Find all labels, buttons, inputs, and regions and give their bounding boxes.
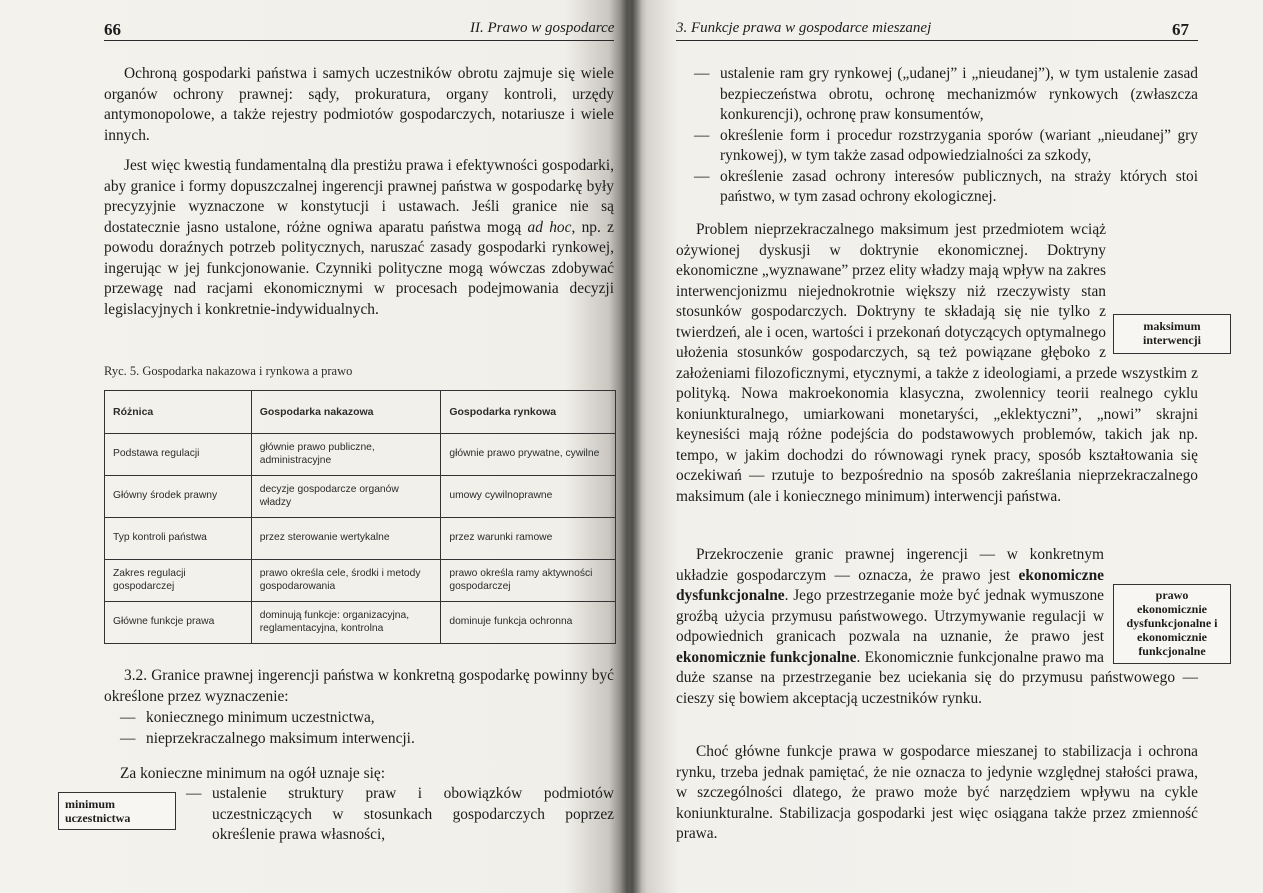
table-header-cell: Gospodarka nakazowa <box>251 391 441 434</box>
list-item: — koniecznego minimum uczestnictwa, <box>120 709 375 726</box>
table-cell: dominuje funkcja ochronna <box>441 602 616 644</box>
table-cell: Główny środek prawny <box>105 476 252 518</box>
left-paragraph-4: Za konieczne minimum na ogół uznaje się: <box>120 765 385 782</box>
table-cell: dominują funkcje: organizacyjna, reglamentacyjna, kontrolna <box>251 602 441 644</box>
list-item: — ustalenie struktury praw i obowiązków podmiotów uczestniczących w stosunkach gospodarczych poprzez określenie prawa własności, <box>186 785 614 843</box>
left-list-2 <box>186 784 614 846</box>
table-cell: decyzje gospodarcze organów władzy <box>251 476 441 518</box>
right-header-rule <box>676 40 1198 41</box>
table-cell: Typ kontroli państwa <box>105 518 252 560</box>
margin-note-minimum: minimum uczestnictwa <box>58 792 176 830</box>
table-cell: głównie prawo publiczne, administracyjne <box>251 434 441 476</box>
right-paragraph-3: Choć główne funkcje prawa w gospodarce mieszanej to stabilizacja i ochrona rynku, trzeba jednak pamiętać, że nie oznacza to jedynie względnej stałości prawa, w szczególności dlatego, że prawo może być narzędziem wpływu na cykle koniunkturalne. Stabilizacja gospodarki jest więc osiągana także przez zmienność prawa. <box>676 743 1198 842</box>
right-page-number: 67 <box>1172 20 1189 39</box>
table-cell: głównie prawo prywatne, cywilne <box>441 434 616 476</box>
left-page <box>0 0 628 893</box>
left-page-number: 66 <box>104 20 121 39</box>
left-paragraph-2: Jest więc kwestią fundamentalną dla prestiżu prawa i efektywności gospodarki, aby granice i formy dopuszczalnej ingerencji prawnej państwa w gospodarkę były precyzyjnie wyznaczone w konstytucji i ustawach. Jeśli granice nie są dostatecznie jasno ustalone, różne ogniwa aparatu państwa mogą ad hoc, np. z powodu doraźnych potrzeb politycznych, naruszać zasady gospodarki rynkowej, ingerując w jej funkcjonowanie. Czynniki polityczne mogą wówczas zdobywać przewagę nad racjami ekonomicznymi w procesach podejmowania decyzji legislacyjnych i konkretnie-indywidualnych. <box>104 157 614 318</box>
left-header-rule <box>104 40 614 41</box>
table-row <box>105 518 616 560</box>
table-row <box>105 434 616 476</box>
left-running-head: II. Prawo w gospodarce <box>470 20 615 36</box>
right-running-head: 3. Funkcje prawa w gospodarce mieszanej <box>676 20 932 36</box>
margin-note-maximum: maksimum interwencji <box>1113 314 1231 354</box>
table-row <box>105 602 616 644</box>
right-page <box>628 0 1263 893</box>
figure-caption: Ryc. 5. Gospodarka nakazowa i rynkowa a prawo <box>104 364 353 378</box>
list-item: — nieprzekraczalnego maksimum interwencji. <box>120 729 415 747</box>
table-cell: prawo określa ramy aktywności gospodarczej <box>441 560 616 602</box>
table-header-cell: Gospodarka rynkowa <box>441 391 616 434</box>
right-paragraph-1: Problem nieprzekraczalnego maksimum jest przedmiotem wciąż ożywionej dyskusji w doktrynie ekonomicznej. Doktryny ekonomiczne „wyznawane” przez elity władzy mają wpływ na zakres interwencjonizmu niejednokrotnie większy niż rzeczywisty stan stosunków gospodarczych. Doktryny te składają się nie tylko z twierdzeń, ale i ocen, wartości i przekonań dotyczących optymalnego ułożenia stosunków gospodarczych, są też powiązane głęboko z założeniami filozoficznymi, etycznymi, a także z ideologiami, a przede wszystkim z polityką. Nowa makroekonomia klasyczna, zwolennicy teorii realnego cyklu koniunkturalnego, umiarkowani monetaryści, „eklektyczni”, „nowi” skrajni keynesiści mają różne podejścia do podstawowych problemów, takich jak np. tempo, w jakim dochodzi do równowagi rynek pracy, sposób kształtowania się oczekiwań — rzutuje to bezpośrednio na sposób zakreślania nieprzekraczalnego maksimum (ale i koniecznego minimum) interwencji państwa. <box>676 220 1198 507</box>
book-gutter-shadow <box>620 0 642 893</box>
table-header-row <box>105 391 616 434</box>
right-paragraph-2: Przekroczenie granic prawnej ingerencji — w konkretnym układzie gospodarczym — oznacza, że prawo jest ekonomiczne dysfunkcjonalne. Jego przestrzeganie może być jednak wymuszone groźbą użycia przymusu państwowego. Utrzymywanie regulacji w odpowiednich granicach pozwala na uznanie, że prawo jest ekonomicznie funkcjonalne. Ekonomicznie funkcjonalne prawo ma duże szanse na przestrzeganie bez uciekania się do przymusu państwowego — cieszy się bowiem akceptacją uczestników rynku. <box>676 545 1198 709</box>
table-cell: przez warunki ramowe <box>441 518 616 560</box>
table-cell: umowy cywilnoprawne <box>441 476 616 518</box>
table-cell: prawo określa cele, środki i metody gospodarowania <box>251 560 441 602</box>
table-row <box>105 560 616 602</box>
margin-note-functional: prawo ekonomicznie dysfunkcjonalne i ekonomicznie funkcjonalne <box>1113 584 1231 664</box>
comparison-table <box>104 390 616 644</box>
table-row <box>105 476 616 518</box>
left-paragraph-3: 3.2. Granice prawnej ingerencji państwa w konkretną gospodarkę powinny być określone przez wyznaczenie: <box>104 667 614 705</box>
table-cell: Zakres regulacji gospodarczej <box>105 560 252 602</box>
right-list <box>694 64 1198 208</box>
left-paragraph-1: Ochroną gospodarki państwa i samych uczestników obrotu zajmuje się wiele organów ochrony prawnej: sądy, prokuratura, organy kontroli, urzędy antymonopolowe, a także rejestry podmiotów gospodarczych, notariusze i wiele innych. <box>104 65 614 144</box>
table-cell: Główne funkcje prawa <box>105 602 252 644</box>
list-item: — ustalenie ram gry rynkowej („udanej” i „nieudanej”), w tym ustalenie zasad bezpieczeństwa obrotu, ochronę mechanizmów rynkowych (zwłaszcza konkurencji), ochronę praw konsumentów, <box>694 65 1198 123</box>
left-list-1 <box>120 708 614 749</box>
list-item: — określenie zasad ochrony interesów publicznych, na straży których stoi państwo, w tym zasad ochrony ekologicznej. <box>694 167 1198 205</box>
table-cell: Podstawa regulacji <box>105 434 252 476</box>
table-header-cell: Różnica <box>105 391 252 434</box>
table-cell: przez sterowanie wertykalne <box>251 518 441 560</box>
list-item: — określenie form i procedur rozstrzygania sporów (wariant „nieudanej” gry rynkowej), w tym także zasad odpowiedzialności za szkody, <box>694 126 1198 164</box>
